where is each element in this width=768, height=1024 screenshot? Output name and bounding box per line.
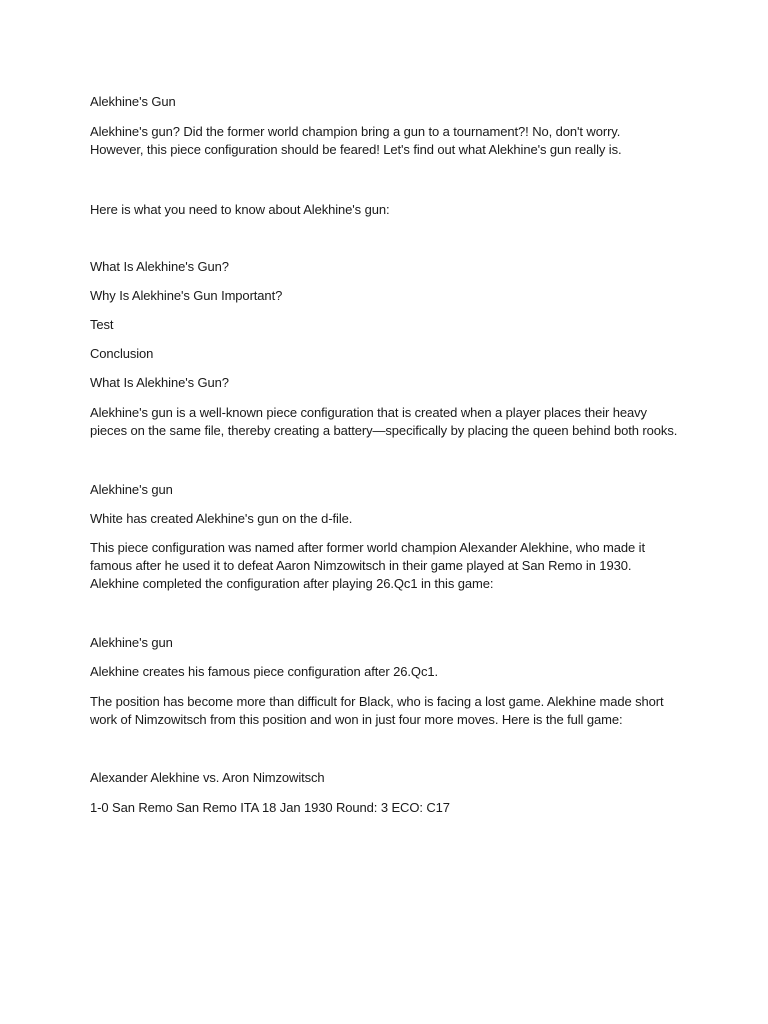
section-heading: What Is Alekhine's Gun?: [90, 375, 229, 390]
toc-item-why-important: Why Is Alekhine's Gun Important?: [90, 288, 283, 303]
history-line-1: This piece configuration was named after former world champion Alexander Alekhine, who made it: [90, 540, 645, 555]
caption-2-title: Alekhine's gun: [90, 635, 173, 650]
document-title: Alekhine's Gun: [90, 94, 176, 109]
history-line-2: famous after he used it to defeat Aaron Nimzowitsch in their game played at San Remo in 1930.: [90, 558, 632, 573]
position-line-1: The position has become more than difficult for Black, who is facing a lost game. Alekhine made short: [90, 694, 664, 709]
definition-line-1: Alekhine's gun is a well-known piece configuration that is created when a player places their heavy: [90, 405, 647, 420]
toc-item-test: Test: [90, 317, 114, 332]
definition-line-2: pieces on the same file, thereby creating a battery—specifically by placing the queen behind both rooks.: [90, 423, 678, 438]
intro-paragraph-line-1: Alekhine's gun? Did the former world champion bring a gun to a tournament?! No, don't worry.: [90, 124, 621, 139]
game-info: 1-0 San Remo San Remo ITA 18 Jan 1930 Round: 3 ECO: C17: [90, 800, 450, 815]
caption-1-text: White has created Alekhine's gun on the d-file.: [90, 511, 353, 526]
toc-item-conclusion: Conclusion: [90, 346, 154, 361]
intro-paragraph-line-2: However, this piece configuration should be feared! Let's find out what Alekhine's gun really is.: [90, 142, 622, 157]
need-to-know-text: Here is what you need to know about Alekhine's gun:: [90, 202, 390, 217]
caption-1-title: Alekhine's gun: [90, 482, 173, 497]
position-line-2: work of Nimzowitsch from this position and won in just four more moves. Here is the full game:: [90, 712, 623, 727]
history-line-3: Alekhine completed the configuration after playing 26.Qc1 in this game:: [90, 576, 494, 591]
toc-item-what-is: What Is Alekhine's Gun?: [90, 259, 229, 274]
caption-2-text: Alekhine creates his famous piece configuration after 26.Qc1.: [90, 664, 438, 679]
game-players: Alexander Alekhine vs. Aron Nimzowitsch: [90, 770, 325, 785]
